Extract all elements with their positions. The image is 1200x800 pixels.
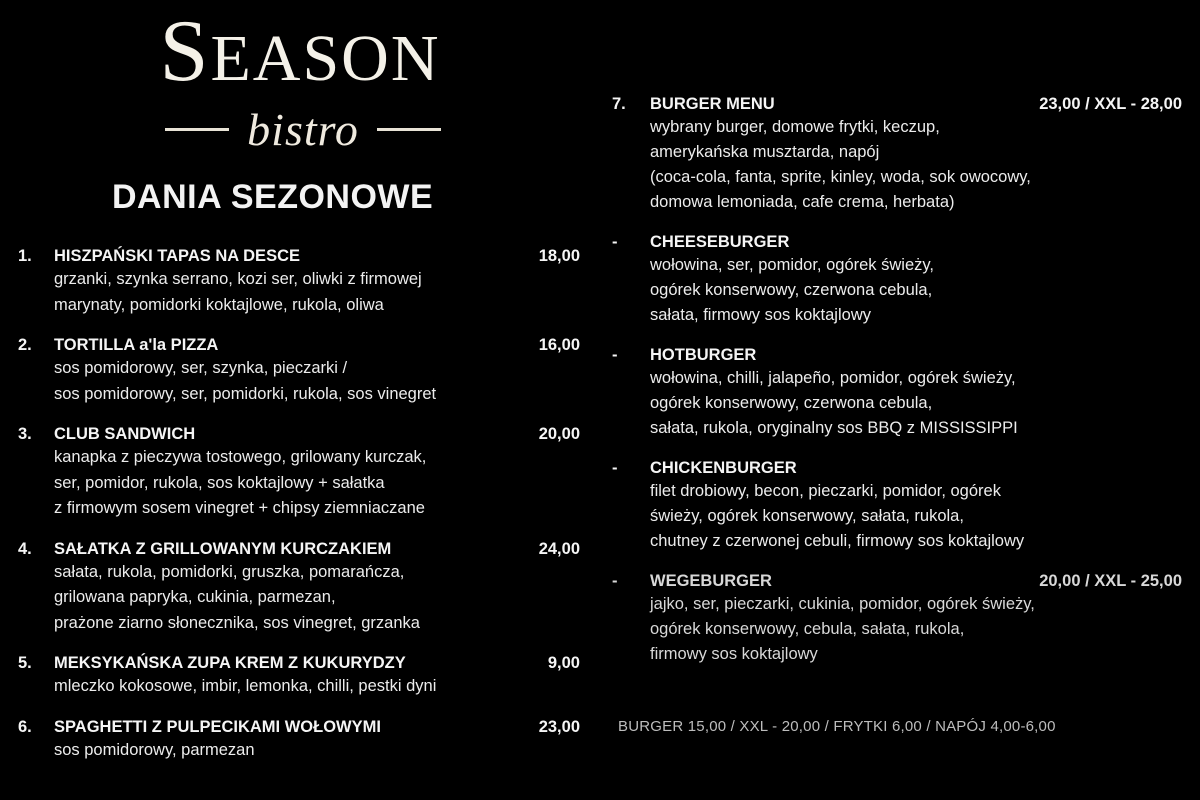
menu-item-description	[612, 592, 1182, 667]
brand-title-initial: S	[159, 3, 211, 100]
menu-item-description	[612, 479, 1182, 554]
menu-item-name: SPAGHETTI Z PULPECIKAMI WOŁOWYMI	[54, 717, 381, 736]
menu-item-description	[612, 366, 1182, 441]
menu-item-description	[612, 253, 1182, 328]
menu-item-number: -	[612, 233, 618, 251]
description-line: jajko, ser, pieczarki, cukinia, pomidor, ogórek świeży,	[650, 595, 1035, 613]
menu-item-price: 23,00	[538, 717, 580, 736]
menu-item	[18, 423, 580, 522]
menu-item-description	[18, 356, 580, 407]
section-title: DANIA SEZONOWE	[112, 178, 434, 216]
menu-item-name: CHEESEBURGER	[650, 233, 790, 251]
menu-item	[18, 245, 580, 318]
menu-item-number: 1.	[18, 247, 32, 265]
description-line: wołowina, chilli, jalapeño, pomidor, ogórek świeży,	[650, 369, 1016, 387]
menu-item-number: -	[612, 572, 618, 590]
menu-item-description	[18, 267, 580, 318]
menu-item	[612, 344, 1182, 441]
menu-item-name: WEGEBURGER	[650, 572, 772, 590]
menu-item	[612, 93, 1182, 215]
description-line: sos pomidorowy, ser, szynka, pieczarki /	[54, 359, 348, 377]
description-line: grzanki, szynka serrano, kozi ser, oliwki z firmowej	[54, 270, 422, 288]
description-line: mleczko kokosowe, imbir, lemonka, chilli, pestki dyni	[54, 677, 437, 695]
menu-item-header	[18, 334, 580, 356]
menu-item-number: 3.	[18, 425, 32, 443]
description-line: sałata, rukola, pomidorki, gruszka, pomarańcza,	[54, 562, 405, 581]
menu-item-header	[612, 570, 1182, 592]
brand-title	[102, 3, 498, 105]
menu-column-right	[612, 93, 1182, 683]
description-line: ser, pomidor, rukola, sos koktajlowy + sałatka	[54, 473, 385, 492]
menu-item-description	[18, 674, 580, 700]
description-line: sałata, firmowy sos koktajlowy	[650, 306, 871, 324]
menu-item-number: -	[612, 346, 618, 364]
description-line: sos pomidorowy, parmezan	[54, 740, 255, 759]
description-line: wołowina, ser, pomidor, ogórek świeży,	[650, 256, 934, 274]
menu-item-number: 4.	[18, 539, 32, 558]
menu-item-description	[18, 445, 580, 522]
menu-item-price: 20,00	[538, 425, 580, 443]
menu-item-name: TORTILLA a'la PIZZA	[54, 336, 219, 354]
description-line: domowa lemoniada, cafe crema, herbata)	[650, 193, 955, 211]
description-line: marynaty, pomidorki koktajlowe, rukola, oliwa	[54, 295, 384, 314]
menu-item-name: SAŁATKA Z GRILLOWANYM KURCZAKIEM	[54, 539, 392, 558]
menu-item	[18, 538, 580, 637]
menu-item-name: BURGER MENU	[650, 95, 775, 113]
menu-item-number: 6.	[18, 717, 32, 736]
description-line: z firmowym sosem vinegret + chipsy ziemniaczane	[54, 499, 425, 517]
menu-item-number: 7.	[612, 95, 626, 113]
menu-column-left	[18, 245, 580, 779]
menu-item-name: MEKSYKAŃSKA ZUPA KREM Z KUKURYDZY	[54, 654, 406, 672]
menu-item	[612, 231, 1182, 328]
menu-item-price: 18,00	[538, 247, 580, 265]
menu-item-header	[18, 423, 580, 445]
menu-item-header	[18, 538, 580, 560]
description-line: ogórek konserwowy, czerwona cebula,	[650, 281, 933, 299]
description-line: amerykańska musztarda, napój	[650, 143, 880, 161]
description-line: ogórek konserwowy, cebula, sałata, rukola,	[650, 620, 965, 638]
menu-item-number: 2.	[18, 336, 32, 354]
menu-item	[612, 457, 1182, 554]
description-line: sos pomidorowy, ser, pomidorki, rukola, sos vinegret	[54, 384, 437, 403]
menu-item-name: HISZPAŃSKI TAPAS NA DESCE	[54, 247, 300, 265]
decorative-line-right	[377, 128, 441, 131]
menu-item-number: -	[612, 459, 618, 477]
menu-item	[18, 652, 580, 700]
menu-item-header	[18, 716, 580, 738]
menu-item-header	[18, 245, 580, 267]
menu-item-header	[612, 457, 1182, 479]
logo	[108, 3, 498, 157]
menu-item-description	[18, 560, 580, 637]
description-line: wybrany burger, domowe frytki, keczup,	[650, 118, 940, 136]
menu-item-number: 5.	[18, 654, 32, 672]
menu-item-name: CLUB SANDWICH	[54, 425, 196, 443]
menu-item-description	[18, 738, 580, 764]
description-line: (coca-cola, fanta, sprite, kinley, woda, sok owocowy,	[650, 168, 1031, 186]
description-line: grilowana papryka, cukinia, parmezan,	[54, 588, 336, 606]
menu-item-name: HOTBURGER	[650, 346, 757, 364]
description-line: sałata, rukola, oryginalny sos BBQ z MISSISSIPPI	[650, 419, 1018, 437]
menu-item-header	[612, 344, 1182, 366]
menu-item-price: 20,00 / XXL - 25,00	[1039, 572, 1182, 590]
price-footer: BURGER 15,00 / XXL - 20,00 / FRYTKI 6,00 / NAPÓJ 4,00-6,00	[618, 718, 1056, 735]
menu-item-description	[612, 115, 1182, 215]
brand-subtitle-row	[108, 101, 498, 157]
menu-item-header	[612, 93, 1182, 115]
menu-item-name: CHICKENBURGER	[650, 459, 797, 477]
description-line: świeży, ogórek konserwowy, sałata, rukola,	[650, 507, 964, 525]
menu-item	[18, 334, 580, 407]
menu-item-price: 9,00	[547, 654, 580, 672]
menu-item-price: 23,00 / XXL - 28,00	[1039, 95, 1182, 113]
description-line: chutney z czerwonej cebuli, firmowy sos koktajlowy	[650, 532, 1025, 550]
menu-item-header	[612, 231, 1182, 253]
description-line: firmowy sos koktajlowy	[650, 645, 818, 663]
menu-item-price: 16,00	[538, 336, 580, 354]
brand-title-rest: EASON	[210, 22, 441, 95]
description-line: prażone ziarno słonecznika, sos vinegret, grzanka	[54, 613, 420, 632]
brand-subtitle: bistro	[247, 103, 359, 155]
menu-item-header	[18, 652, 580, 674]
menu-item	[612, 570, 1182, 667]
description-line: filet drobiowy, becon, pieczarki, pomidor, ogórek	[650, 482, 1001, 500]
description-line: ogórek konserwowy, czerwona cebula,	[650, 394, 933, 412]
menu-item-price: 24,00	[538, 539, 580, 558]
menu-item	[18, 716, 580, 764]
decorative-line-left	[165, 128, 229, 131]
description-line: kanapka z pieczywa tostowego, grilowany kurczak,	[54, 448, 427, 466]
